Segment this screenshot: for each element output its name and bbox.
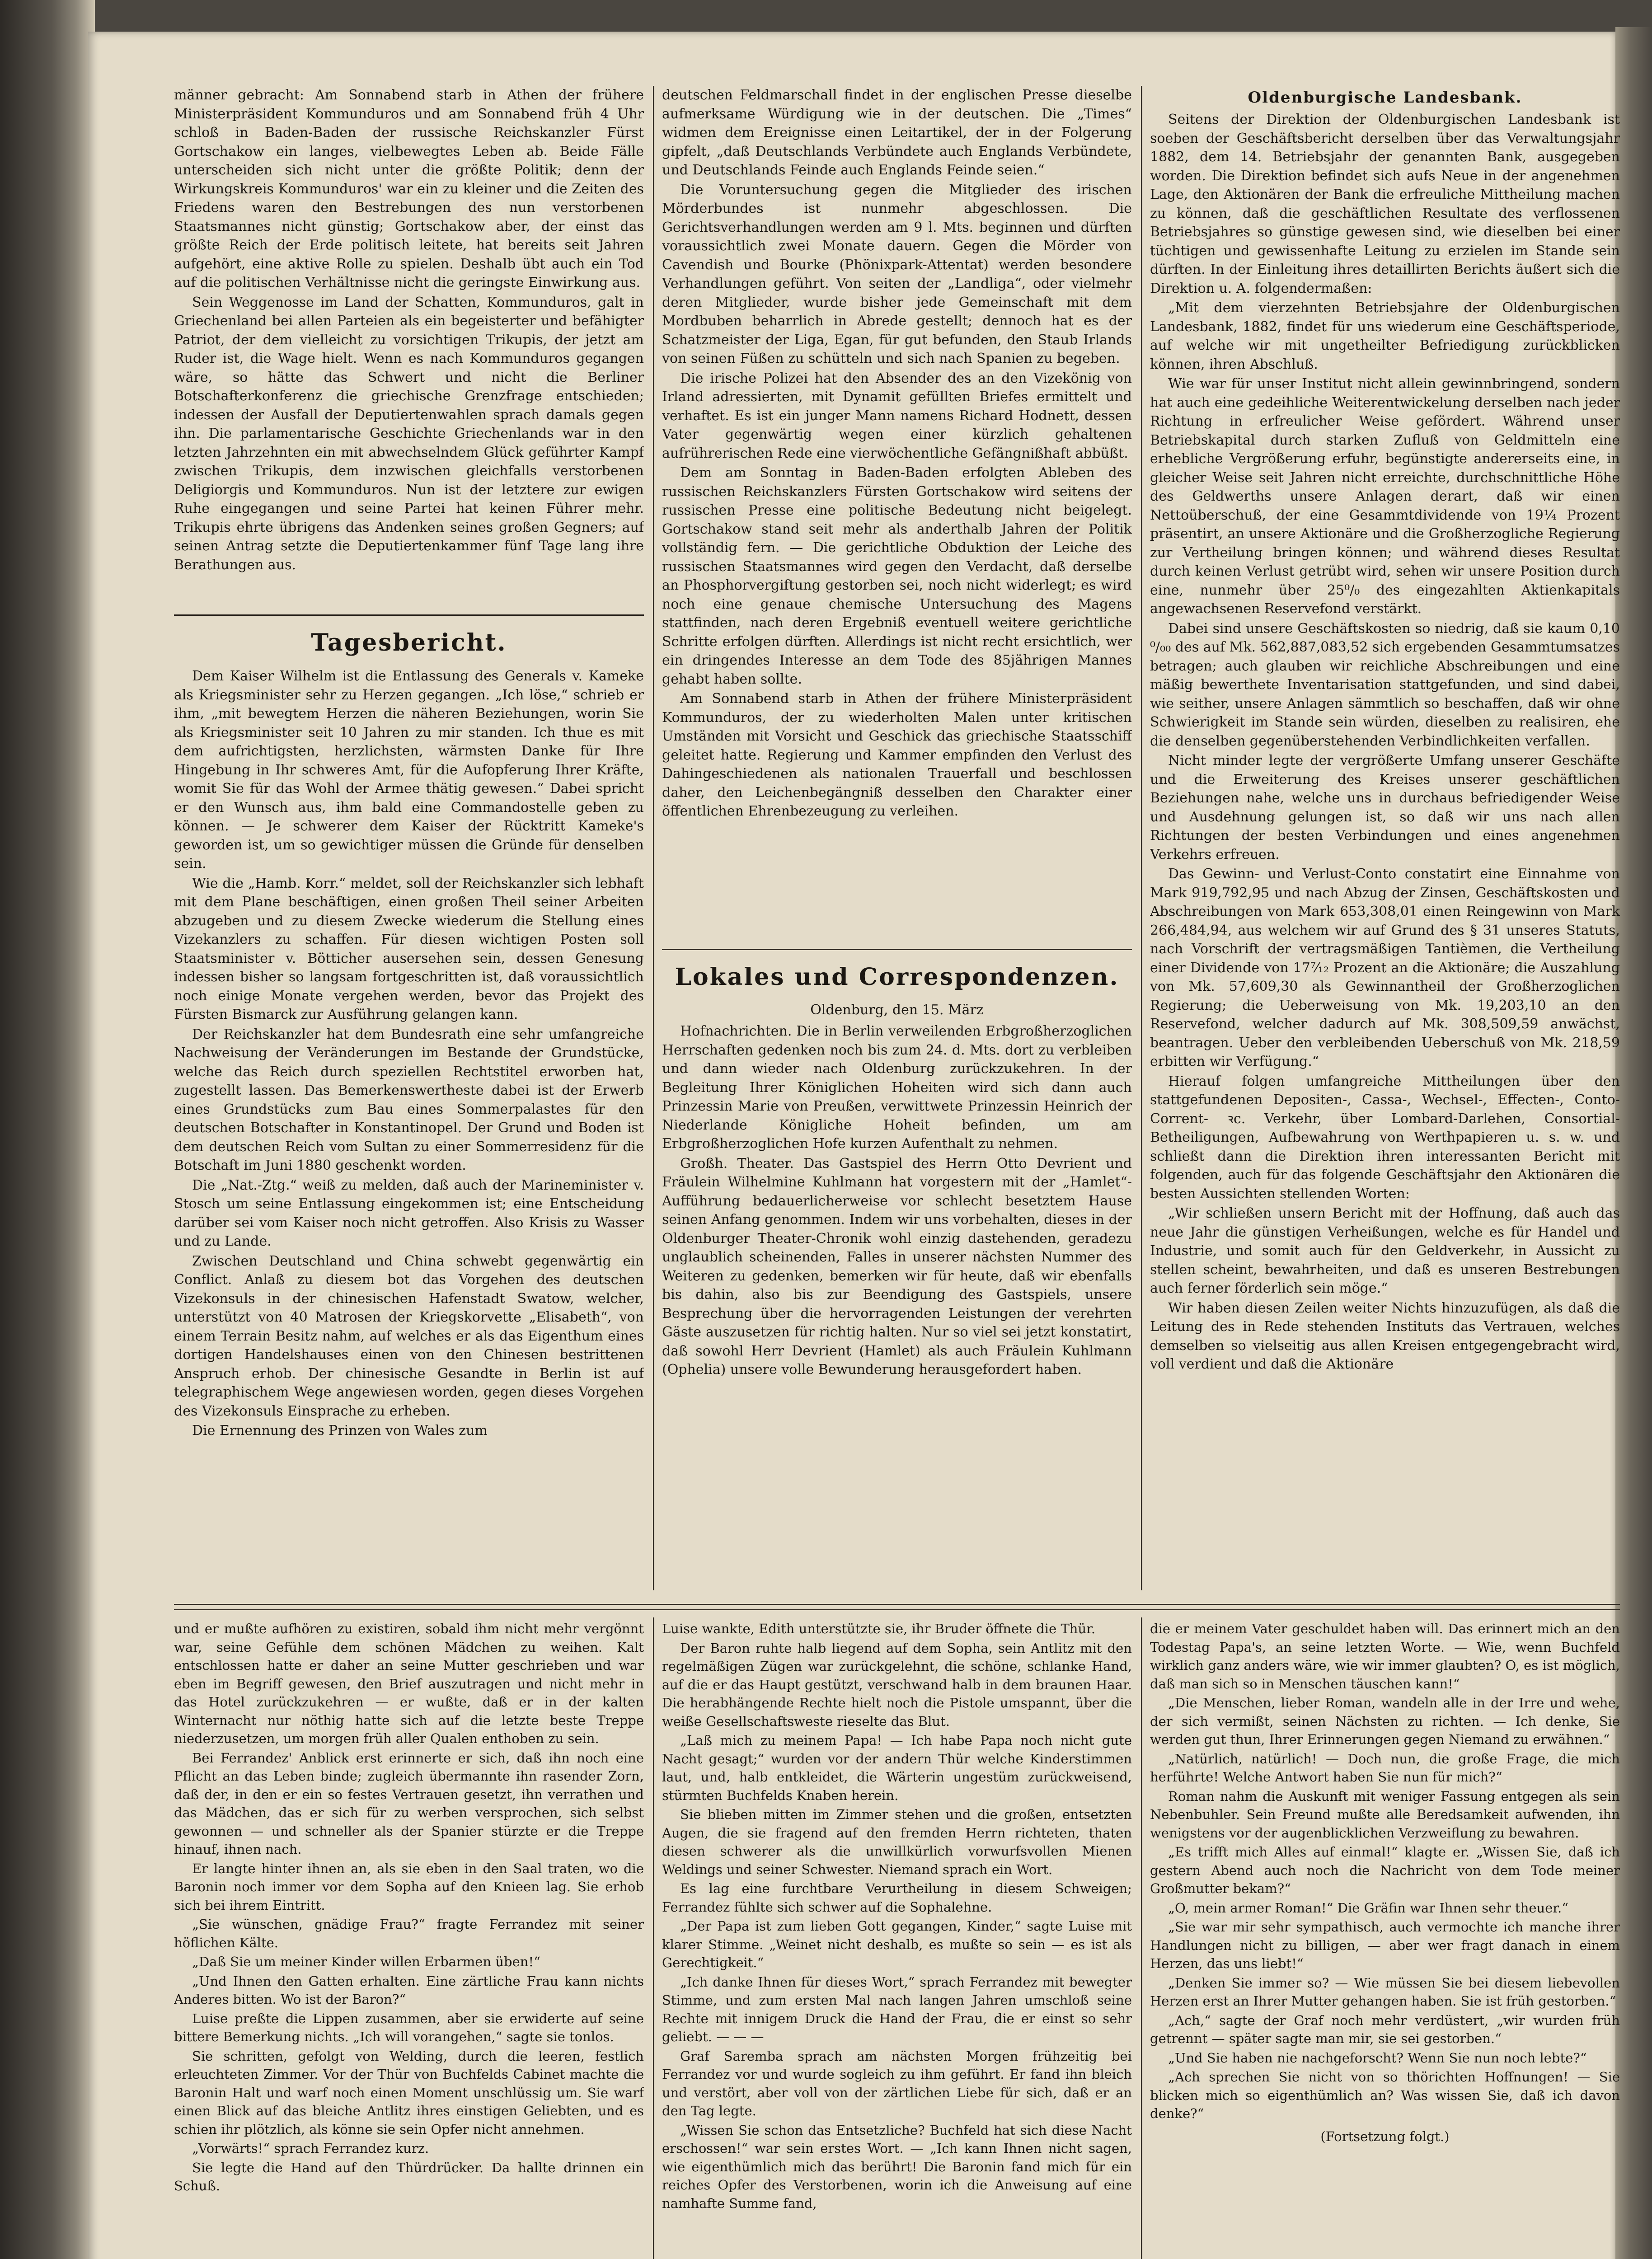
story-paragraph: „Und Ihnen den Gatten erhalten. Eine zärtliche Frau kann nichts Anderes bitten. Wo ist der Baron?“ — [174, 1973, 644, 2007]
column-divider — [653, 86, 654, 1590]
article-paragraph: Sein Weggenosse im Land der Schatten, Kommunduros, galt in Griechenland bei allen Parteien als ein begeisterter und befähigter Patriot, der dem vielleicht zu vorsichtigen Trikupis, der jetzt am Ruder ist, die Wage hielt. Wenn es nach Kommunduros gegangen wäre, so hätte das Schwert und nicht die Berliner Botschafterkonferenz die griechische Grenzfrage entschieden; indessen der Ausfall der Deputiertenwahlen sprach damals gegen ihn. Die parlamentarische Geschichte Griechenlands war in den letzten Jahrzehnten ein mit abwechselndem Glück geführter Kampf zwischen Trikupis, dem inzwischen gleichfalls verstorbenen Deligiorgis und Kommunduros. Nun ist der letztere zur ewigen Ruhe eingegangen und seine Partei hat keinen Führer mehr. Trikupis ehrte übrigens das Andenken seines großen Gegners; auf seinen Antrag setzte die Deputiertenkammer fünf Tage lang ihre Berathungen aus. — [174, 294, 644, 573]
article-paragraph: „Wir schließen unsern Bericht mit der Hoffnung, daß auch das neue Jahr die günstigen Verheißungen, welche es für Handel und Industrie, und somit auch für den Geldverkehr, in Aussicht zu stellen scheint, bewahrheiten, und daß es unseren Bestrebungen auch ferner förderlich sein möge.“ — [1150, 1205, 1620, 1296]
story-paragraph: Sie legte die Hand auf den Thürdrücker. Da hallte drinnen ein Schuß. — [174, 2160, 644, 2193]
article-paragraph: Die irische Polizei hat den Absender des an den Vizekönig von Irland adressierten, mit Dynamit gefüllten Briefes ermittelt und verhaftet. Es ist ein junger Mann namens Richard Hodnett, dessen Vater gegenwärtig wegen einer kürzlich gehaltenen aufrührerischen Rede eine vierwöchentliche Gefängnißhaft abbüßt. — [662, 370, 1132, 461]
feuilleton-divider-top — [174, 1604, 1620, 1605]
column-divider — [1141, 1617, 1142, 2259]
column-divider — [1141, 86, 1142, 1590]
story-paragraph: „Und Sie haben nie nachgeforscht? Wenn Sie nun noch lebte?“ — [1168, 2050, 1587, 2066]
article-paragraph: deutschen Feldmarschall findet in der englischen Presse dieselbe aufmerksame Würdigung wie in der deutschen. Die „Times“ widmen dem Ereignisse einen Leitartikel, der in der Folgerung gipfelt, „daß Deutschlands Verbündete auch Englands Verbündete, und Deutschlands Feinde auch Englands Feinde seien.“ — [662, 87, 1132, 178]
column-divider — [653, 1617, 654, 2259]
story-paragraph: „O, mein armer Roman!“ Die Gräfin war Ihnen sehr theuer.“ — [1168, 1900, 1569, 1916]
article-paragraph: Hierauf folgen umfangreiche Mittheilungen über den stattgefundenen Depositen-, Cassa-, Wechsel-, Effecten-, Conto-Corrent- ꝛc. Verkehr, über Lombard-Darlehen, Consortial-Betheiligungen, Aufbewahrung von Werthpapieren u. s. w. und schließt dann die Direktion ihren interessanten Bericht mit folgenden, auch für das folgende Geschäftsjahr den Aktionären die besten Aussichten stellenden Worten: — [1150, 1073, 1620, 1202]
article-paragraph: Die Voruntersuchung gegen die Mitglieder des irischen Mörderbundes ist nunmehr abgeschlossen. Die Gerichtsverhandlungen werden am 9 l. Mts. beginnen und dürften voraussichtlich zwei Monate dauern. Gegen die Mörder von Cavendish und Bourke (Phönixpark-Attentat) werden besondere Verhandlungen geführt. Von seiten der „Landliga“, oder vielmehr deren Mitglieder, wurde bisher jede Gemeinschaft mit dem Mordbuben beharrlich in Abrede gestellt; dennoch hat es der Schatzmeister der Liga, Egan, für gut befunden, den Staub Irlands von seinen Füßen zu schütteln und sich nach Spanien zu begeben. — [662, 182, 1132, 366]
section-heading-lokales: Lokales und Correspondenzen. — [675, 963, 1119, 991]
feuilleton-divider-bottom — [174, 1609, 1620, 1610]
article-paragraph: Seitens der Direktion der Oldenburgischen Landesbank ist soeben der Geschäftsbericht derselben über das Verwaltungsjahr 1882, dem 14. Betriebsjahr der genannten Bank, ausgegeben worden. Die Direktion befindet sich aufs Neue in der angenehmen Lage, den Aktionären der Bank die erfreuliche Mittheilung machen zu können, daß die geschäftlichen Resultate des verflossenen Betriebsjahres so günstige gewesen sind, wie dieselben bei einer tüchtigen und gewissenhafte Leitung zu erzielen im Stande sein dürften. In der Einleitung ihres detaillirten Berichts äußert sich die Direktion u. A. folgendermaßen: — [1150, 112, 1620, 296]
story-paragraph: „Ach,“ sagte der Graf noch mehr verdüstert, „wir wurden früh getrennt — später sagte man mir, sie sei gestorben.“ — [1150, 2012, 1620, 2046]
column-2-lokales — [662, 953, 1132, 1595]
article-paragraph: Nicht minder legte der vergrößerte Umfang unserer Geschäfte und die Erweiterung des Kreises unserer geschäftlichen Beziehungen nahe, welche uns in durchaus befriedigender Weise und Ausdehnung gelungen ist, so daß wir uns nach allen Richtungen der besten Verbindungen und eines angenehmen Verkehrs erfreuen. — [1150, 753, 1620, 862]
story-paragraph: „Wissen Sie schon das Entsetzliche? Buchfeld hat sich diese Nacht erschossen!“ war sein erstes Wort. — „Ich kann Ihnen nicht sagen, wie eigenthümlich mich das berührt! Die Baronin fand mich für ein reiches Opfer des Verstorbenen, worin ich die Anweisung auf eine namhafte Summe fand, — [662, 2122, 1132, 2211]
section-heading-tagesbericht: Tagesbericht. — [311, 629, 507, 656]
story-paragraph: und er mußte aufhören zu existiren, sobald ihm nicht mehr vergönnt war, seine Gefühle dem schönen Mädchen zu weihen. Kalt entschlossen hatte er daher an seine Mutter geschrieben und war eben im Begriff gewesen, den Brief auszutragen und nicht mehr in das Hotel zurückzukehren — er wußte, daß er in der kalten Winternacht nur nöthig hatte sich auf die letzte beste Treppe niederzusetzen, um morgen früh aller Qualen enthoben zu sein. — [174, 1621, 644, 1746]
continuation-note: (Fortsetzung folgt.) — [1320, 2128, 1450, 2144]
article-paragraph: Die Ernennung des Prinzen von Wales zum — [192, 1423, 488, 1439]
story-paragraph: Luise wankte, Edith unterstützte sie, ihr Bruder öffnete die Thür. — [662, 1621, 1096, 1636]
page-edge — [1615, 27, 1652, 2259]
article-paragraph: Wir haben diesen Zeilen weiter Nichts hinzuzufügen, als daß die Leitung des in Rede stehenden Instituts das Vertrauen, welches demselben so vielseitig aus allen Kreisen entgegengebracht wird, voll verdient und daß die Aktionäre — [1150, 1300, 1620, 1372]
dateline: Oldenburg, den 15. März — [810, 1002, 984, 1018]
story-paragraph: „Es trifft mich Alles auf einmal!“ klagte er. „Wissen Sie, daß ich gestern Abend auch noch die Nachricht von dem Tode meiner Großmutter bekam?“ — [1150, 1844, 1620, 1896]
section-divider — [662, 949, 1132, 950]
story-paragraph: „Die Menschen, lieber Roman, wandeln alle in der Irre und wehe, der sich vermißt, seinen Nächsten zu richten. — Ich denke, Sie werden gut thun, Ihrer Erinnerungen gegen Niemand zu erwähnen.“ — [1150, 1695, 1620, 1747]
feuilleton-column-1 — [174, 1620, 644, 2259]
article-paragraph: Dem am Sonntag in Baden-Baden erfolgten Ableben des russischen Reichskanzlers Fürsten Gortschakow wird seitens der russischen Presse eine politische Bedeutung nicht beigelegt. Gortschakow stand seit mehr als anderthalb Jahren der Politik vollständig fern. — Die gerichtliche Obduktion der Leiche des russischen Staatsmannes wird gegen den Verdacht, daß derselbe an Phosphorvergiftung gestorben sei, noch nicht widerlegt; es wird noch eine genaue chemische Untersuchung des Magens stattfinden, nach deren Ergebniß eventuell weitere gerichtliche Schritte erfolgen dürften. Allerdings ist nicht recht ersichtlich, wer ein dringendes Interesse an dem Tode des 85jährigen Mannes gehabt haben sollte. — [662, 465, 1132, 687]
article-paragraph: Am Sonnabend starb in Athen der frühere Ministerpräsident Kommunduros, der zu wiederholten Malen unter kritischen Umständen mit Vorsicht und Geschick das griechische Staatsschiff geleitet hatte. Regierung und Kammer empfinden den Verlust des Dahingeschiedenen als nationalen Trauerfall und beschlossen daher, den Leichenbegängniß desselben den Charakter einer öffentlichen Ehrenbezeugung zu verleihen. — [662, 691, 1132, 819]
story-paragraph: „Der Papa ist zum lieben Gott gegangen, Kinder,“ sagte Luise mit klarer Stimme. „Weinet nicht deshalb, es mußte so sein — es ist als Gerechtigkeit.“ — [662, 1918, 1132, 1970]
article-paragraph: „Mit dem vierzehnten Betriebsjahre der Oldenburgischen Landesbank, 1882, findet für uns wiederum eine Geschäftsperiode, auf welche wir mit ungetheilter Befriedigung zurückblicken können, ihren Abschluß. — [1150, 300, 1620, 372]
article-paragraph: Dem Kaiser Wilhelm ist die Entlassung des Generals v. Kameke als Kriegsminister sehr zu Herzen gegangen. „Ich löse,“ schrieb er ihm, „mit bewegtem Herzen die näheren Beziehungen, worin Sie als Kriegsminister seit 10 Jahren zu mir standen. Ich thue es mit dem aufrichtigsten, herzlichsten, wärmsten Danke für Ihre Hingebung in Ihr schweres Amt, für die Aufopferung Ihrer Kräfte, womit Sie für das Wohl der Armee thätig gewesen.“ Dabei spricht er den Wunsch aus, ihm bald eine Commandostelle geben zu können. — Je schwerer dem Kaiser der Rücktritt Kameke's geworden ist, um so gewichtiger müssen die Gründe für denselben sein. — [174, 668, 644, 872]
story-paragraph: Der Baron ruhte halb liegend auf dem Sopha, sein Antlitz mit den regelmäßigen Zügen war zurückgelehnt, die schöne, schlanke Hand, auf die er das Haupt gestützt, verschwand halb in dem braunen Haar. Die herabhängende Rechte hielt noch die Pistole umspannt, über die weiße Gesellschaftsweste rieselte das Blut. — [662, 1640, 1132, 1729]
article-paragraph: Wie war für unser Institut nicht allein gewinnbringend, sondern hat auch eine gedeihliche Weiterentwickelung derselben nach jeder Richtung in erfreulicher Weise gefördert. Während unser Betriebskapital durch starken Zufluß von Geldmitteln eine erhebliche Vergrößerung erfuhr, begünstigte andererseits eine, in gleicher Weise seit Jahren nicht erreichte, durchschnittliche Höhe des Geldwerths unsere Anlagen derart, daß wir einen Nettoüberschuß, der eine Gesammtdividende von 19¼ Prozent präsentirt, an unsere Aktionäre und die Großherzogliche Regierung zur Vertheilung bringen können; und während dieses Resultat durch keinen Verlust getrübt wird, sehen wir unsere Position durch eine, nunmehr über 25⁰/₀ des eingezahlten Aktienkapitals angewachsenen Reservefond verstärkt. — [1150, 376, 1620, 617]
story-paragraph: „Ach sprechen Sie nicht von so thörichten Hoffnungen! — Sie blicken mich so eigenthümlich an? Was wissen Sie, daß ich davon denke?“ — [1150, 2069, 1620, 2121]
story-paragraph: Er langte hinter ihnen an, als sie eben in den Saal traten, wo die Baronin noch immer vor dem Sopha auf den Knieen lag. Sie erhob sich bei ihrem Eintritt. — [174, 1861, 644, 1913]
article-paragraph: Die „Nat.-Ztg.“ weiß zu melden, daß auch der Marineminister v. Stosch um seine Entlassung eingekommen ist; eine Entscheidung darüber sei vom Kaiser noch nicht getroffen. Also Krisis zu Wasser und zu Lande. — [174, 1177, 644, 1249]
story-paragraph: die er meinem Vater geschuldet haben will. Das erinnert mich an den Todestag Papa's, an seine letzten Worte. — Wie, wenn Buchfeld wirklich ganz anders wäre, wie wir immer glaubten? O, es ist möglich, daß man sich so in Menschen täuschen kann!“ — [1150, 1621, 1620, 1692]
newspaper-page — [88, 32, 1620, 2259]
column-2 — [662, 86, 1132, 944]
article-paragraph: Hofnachrichten. Die in Berlin verweilenden Erbgroßherzoglichen Herrschaften gedenken noch bis zum 24. d. Mts. dort zu verbleiben und dann wieder nach Oldenburg zurückzukehren. In der Begleitung Ihrer Königlichen Hoheiten wird sich dann auch Prinzessin Marie von Preußen, verwittwete Prinzessin Heinrich der Niederlande Königliche Hoheit befinden, um am Erbgroßherzoglichen Hofe kurzen Aufenthalt zu nehmen. — [662, 1023, 1132, 1152]
feuilleton-column-2 — [662, 1620, 1132, 2259]
story-paragraph: Bei Ferrandez' Anblick erst erinnerte er sich, daß ihn noch eine Pflicht an das Leben binde; zugleich übermannte ihn rasender Zorn, daß der, in den er ein so festes Vertrauen gesetzt, ihn verrathen und das Mädchen, das er sich für zu werben versprochen, sich selbst gewonnen — und schneller als der Spanier stürzte er die Treppe hinauf, ihnen nach. — [174, 1750, 644, 1857]
book-spine — [0, 0, 95, 2259]
article-paragraph: Wie die „Hamb. Korr.“ meldet, soll der Reichskanzler sich lebhaft mit dem Plane beschäftigen, einen großen Theil seiner Arbeiten abzugeben und zu diesem Zwecke wiederum die Stellung eines Vizekanzlers zu schaffen. Für diesen wichtigen Posten soll Staatsminister v. Bötticher ausersehen sein, dessen Genesung indessen bisher so langsam fortgeschritten ist, daß voraussichtlich noch einige Monate vergehen werden, bevor das Projekt des Fürsten Bismarck zur Ausführung gelangen kann. — [174, 875, 644, 1022]
story-paragraph: Roman nahm die Auskunft mit weniger Fassung entgegen als sein Nebenbuhler. Sein Freund mußte alle Beredsamkeit aufwenden, ihn wenigstens vor der augenblicklichen Verzweiflung zu bewahren. — [1150, 1788, 1620, 1841]
article-paragraph: Großh. Theater. Das Gastspiel des Herrn Otto Devrient und Fräulein Wilhelmine Kuhlmann hat vorgestern mit der „Hamlet“-Aufführung bedauerlicherweise vor schlecht besetztem Hause seinen Anfang genommen. Indem wir uns vorbehalten, dieses in der Oldenburger Theater-Chronik wohl einzig dastehenden, geradezu unglaublich scheinenden, Falles in unserer nächsten Nummer des Weiteren zu gedenken, bemerken wir für heute, daß wir ebenfalls bis dahin, also bis zur Beendigung des Gastspiels, unsere Besprechung über die hervorragenden Leistungen der verehrten Gäste auszusetzen für richtig halten. Nur so viel sei jetzt konstatirt, daß sowohl Herr Devrient (Hamlet) als auch Fräulein Kuhlmann (Ophelia) unsere volle Bewunderung herausgefordert haben. — [662, 1155, 1132, 1378]
story-paragraph: „Laß mich zu meinem Papa! — Ich habe Papa noch nicht gute Nacht gesagt;“ wurden vor der andern Thür welche Kinderstimmen laut, und, halb entkleidet, die Wärterin ungestüm zurückweisend, stürmten Buchfelds Knaben herein. — [662, 1733, 1132, 1803]
column-3 — [1150, 86, 1620, 1595]
story-paragraph: „Vorwärts!“ sprach Ferrandez kurz. — [192, 2141, 429, 2156]
story-paragraph: Sie blieben mitten im Zimmer stehen und die großen, entsetzten Augen, die sie fragend auf den fremden Herrn richteten, thaten diesen schwerer als die unwillkürlich vorwurfsvollen Mienen Weldings und seiner Schwester. Niemand sprach ein Wort. — [662, 1807, 1132, 1877]
story-paragraph: Luise preßte die Lippen zusammen, aber sie erwiderte auf seine bittere Bemerkung nichts. „Ich will vorangehen,“ sagte sie tonlos. — [174, 2011, 644, 2044]
story-paragraph: Graf Saremba sprach am nächsten Morgen frühzeitig bei Ferrandez vor und wurde sogleich zu ihm geführt. Er fand ihn bleich und verstört, aber voll von der zärtlichen Liebe für sich, daß er an den Tag legte. — [662, 2048, 1132, 2118]
article-paragraph: Zwischen Deutschland und China schwebt gegenwärtig ein Conflict. Anlaß zu diesem bot das Vorgehen des deutschen Vizekonsuls in der chinesischen Hafenstadt Swatow, welcher, unterstützt von 40 Matrosen der Kriegskorvette „Elisabeth“, von einem Terrain Besitz nahm, auf welches er als das Eigenthum eines dortigen Handelshauses einen von den Chinesen bestrittenen Anspruch erhob. Der chinesische Gesandte in Berlin ist auf telegraphischem Wege angewiesen worden, gegen dieses Vorgehen des Vizekonsuls Einsprache zu erheben. — [174, 1253, 644, 1419]
article-paragraph: männer gebracht: Am Sonnabend starb in Athen der frühere Ministerpräsident Kommunduros und am Sonnabend früh 4 Uhr schloß in Baden-Baden der russische Reichskanzler Fürst Gortschakow ein langes, vielbewegtes Leben ab. Beide Fälle unterscheiden sich nicht unter die größte Politik; denn der Wirkungskreis Kommunduros' war ein zu kleiner und die Zeiten des Friedens waren den Bestrebungen des nun verstorbenen Staatsmannes nicht günstig; Gortschakow aber, der einst das größte Reich der Erde politisch leitete, hat bereits seit Jahren aufgehört, eine aktive Rolle zu spielen. Deshalb übt auch ein Tod auf die politischen Verhältnisse nicht die geringste Einwirkung aus. — [174, 87, 644, 291]
story-paragraph: Sie schritten, gefolgt von Welding, durch die leeren, festlich erleuchteten Zimmer. Vor der Thür von Buchfelds Cabinet machte die Baronin Halt und warf noch einen Moment unschlüssig um. Sie warf einen Blick auf das bleiche Antlitz ihres einstigen Geliebten, und es schien ihr plötzlich, als könne sie sein Opfer nicht annehmen. — [174, 2048, 644, 2137]
article-paragraph: Der Reichskanzler hat dem Bundesrath eine sehr umfangreiche Nachweisung der Veränderungen im Bestande der Grundstücke, welche das Reich durch speziellen Rechtstitel erworben hat, zugestellt lassen. Das Bemerkenswertheste dabei ist der Erwerb eines Grundstücks zum Bau eines Sommerpalastes für den deutschen Botschafter in Konstantinopel. Der Grund und Boden ist dem deutschen Reich vom Sultan zu einer Sommerresidenz für die Botschaft im Juni 1880 geschenkt worden. — [174, 1026, 644, 1173]
story-paragraph: „Natürlich, natürlich! — Doch nun, die große Frage, die mich herführte! Welche Antwort haben Sie nun für mich?“ — [1150, 1751, 1620, 1785]
article-paragraph: Das Gewinn- und Verlust-Conto constatirt eine Einnahme von Mark 919,792,95 und nach Abzug der Zinsen, Geschäftskosten und Abschreibungen von Mark 653,308,01 einen Reingewinn von Mark 266,484,94, aus welchem wir auf Grund des § 31 unseres Statuts, nach Vorschrift der vertragsmäßigen Tantièmen, die Vertheilung einer Dividende von 17⁷⁄₁₂ Prozent an die Aktionäre; die Auszahlung von Mk. 57,609,30 als Gewinnantheil der Großherzoglichen Regierung; die Ueberweisung von Mk. 19,203,10 an den Reservefond, welcher dadurch auf Mk. 308,509,59 anwächst, beantragen. Ueber den verbleibenden Ueberschuß von Mk. 218,59 erbitten wir Verfügung.“ — [1150, 866, 1620, 1069]
article-paragraph: Dabei sind unsere Geschäftskosten so niedrig, daß sie kaum 0,10 ⁰/₀₀ des auf Mk. 562,887,083,52 sich ergebenden Gesammtumsatzes betragen; auch glauben wir reichliche Abschreibungen und eine mäßig bewerthete Inventarisation stattgefunden, und sind dabei, wie seither, unsere Anlagen sämmtlich so beschaffen, daß wir ohne Schwierigkeit im Stande sein würden, dieselben zu realisiren, ehe die denselben gegenüberstehenden Verbindlichkeiten verfallen. — [1150, 620, 1620, 749]
column-1-tagesbericht — [174, 619, 644, 1595]
story-paragraph: Es lag eine furchtbare Verurtheilung in diesem Schweigen; Ferrandez fühlte sich schwer auf die Sophalehne. — [662, 1881, 1132, 1915]
story-paragraph: „Sie wünschen, gnädige Frau?“ fragte Ferrandez mit seiner höflichen Kälte. — [174, 1917, 644, 1950]
story-paragraph: „Sie war mir sehr sympathisch, auch vermochte ich manche ihrer Handlungen nicht zu billigen, — aber wer fragt danach in einem Herzen, das uns liebt!“ — [1150, 1919, 1620, 1971]
story-paragraph: „Daß Sie um meiner Kinder willen Erbarmen üben!“ — [192, 1954, 540, 1969]
story-paragraph: „Ich danke Ihnen für dieses Wort,“ sprach Ferrandez mit bewegter Stimme, und zum ersten Mal nach langen Jahren umschloß seine Rechte mit innigem Druck die Hand der Frau, die er einst so sehr geliebt. — — — — [662, 1974, 1132, 2044]
feuilleton-column-3 — [1150, 1620, 1620, 2259]
story-paragraph: „Denken Sie immer so? — Wie müssen Sie bei diesem liebevollen Herzen erst an Ihrer Mutter gehangen haben. Sie ist früh gestorben.“ — [1150, 1975, 1620, 2009]
section-heading-landesbank: Oldenburgische Landesbank. — [1248, 89, 1522, 107]
section-divider — [174, 614, 644, 616]
